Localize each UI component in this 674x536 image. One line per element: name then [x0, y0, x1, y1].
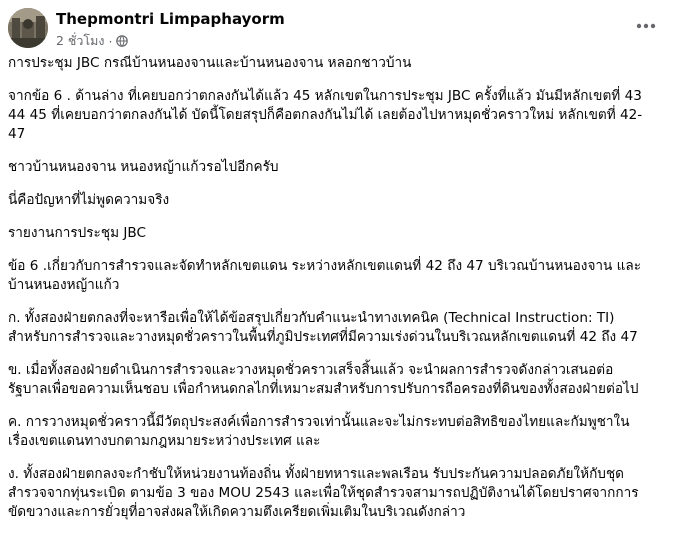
- post-paragraph: ชาวบ้านหนองจาน หนองหญ้าแก้วรอไปอีกครับ: [8, 159, 279, 175]
- post-meta: [56, 31, 128, 51]
- post-paragraph-title: การประชุม JBC กรณีบ้านหนองจานและบ้านหนองจาน หลอกชาวบ้าน: [8, 55, 412, 71]
- author-name[interactable]: Thepmontri Limpaphayorm: [56, 10, 285, 28]
- avatar-image: [8, 8, 48, 48]
- post-paragraph-item-d: ง. ทั้งสองฝ่ายตกลงจะกำชับให้หน่วยงานท้องถิ่น ทั้งฝ่ายทหารและพลเรือน รับประกันความปลอดภัยให้กับชุดสำรวจจากทุ่นระเบิด ตามข้อ 3 ของ MOU 2543 และเพื่อให้ชุดสำรวจสามารถปฏิบัติงานได้โดยปราศจากการขัดขวางและการยั่วยุที่อาจส่งผลให้เกิดความตึงเครียดเพิ่มเติมในบริเวณดังกล่าว: [8, 466, 639, 520]
- post-paragraph: นี่คือปัญหาที่ไม่พูดความจริง: [8, 192, 170, 208]
- post-body: [8, 54, 650, 536]
- globe-icon[interactable]: [116, 35, 128, 47]
- post-header: [8, 8, 666, 48]
- post-paragraph-item-c: ค. การวางหมุดชั่วคราวนี้มีวัตถุประสงค์เพื่อการสำรวจเท่านั้นและจะไม่กระทบต่อสิทธิของไทยและกัมพูชาในเรื่องเขตแดนทางบกตามกฎหมายระหว่างประเทศ และ: [8, 414, 630, 449]
- more-horizontal-icon: [636, 23, 656, 29]
- post-paragraph-item-a: ก. ทั้งสองฝ่ายตกลงที่จะหารือเพื่อให้ได้ข้อสรุปเกี่ยวกับคำแนะนำทางเทคนิค (Technical Instruction: TI) สำหรับการสำรวจและวางหมุดชั่วคราวในพื้นที่ภูมิประเทศที่มีความเร่งด่วนในบริเวณหลักเขตแดนที่ 42 ถึง 47: [8, 310, 638, 345]
- post-timestamp[interactable]: 2 ชั่วโมง: [56, 33, 105, 48]
- meta-separator: ·: [108, 33, 113, 49]
- post-paragraph: รายงานการประชุม JBC: [8, 225, 146, 241]
- more-options-button[interactable]: [628, 8, 664, 44]
- post-paragraph-item-b: ข. เมื่อทั้งสองฝ่ายดำเนินการสำรวจและวางหมุดชั่วคราวเสร็จสิ้นแล้ว จะนำผลการสำรวจดังกล่าวเสนอต่อรัฐบาลเพื่อขอความเห็นชอบ เพื่อกำหนดกลไกที่เหมาะสมสำหรับการปรับการถือครองที่ดินของทั้งสองฝ่ายต่อไป: [8, 362, 639, 397]
- post-paragraph: ข้อ 6 .เกี่ยวกับการสำรวจและจัดทำหลักเขตแดน ระหว่างหลักเขตแดนที่ 42 ถึง 47 บริเวณบ้านหนองจาน และบ้านหนองหญ้าแก้ว: [8, 258, 642, 293]
- post-paragraph: จากข้อ 6 . ด้านล่าง ที่เคยบอกว่าตกลงกันได้แล้ว 45 หลักเขตในการประชุม JBC ครั้งที่แล้ว มันมีหลักเขตที่ 43 44 45 ที่เคยบอกว่าตกลงกันได้ บัดนี้โดยสรุปก็คือตกลงกันไม่ได้ เลยต้องไปหาหมุดชั่วคราวใหม่ หลักเขตที่ 42-47: [8, 88, 643, 142]
- author-avatar[interactable]: [8, 8, 48, 48]
